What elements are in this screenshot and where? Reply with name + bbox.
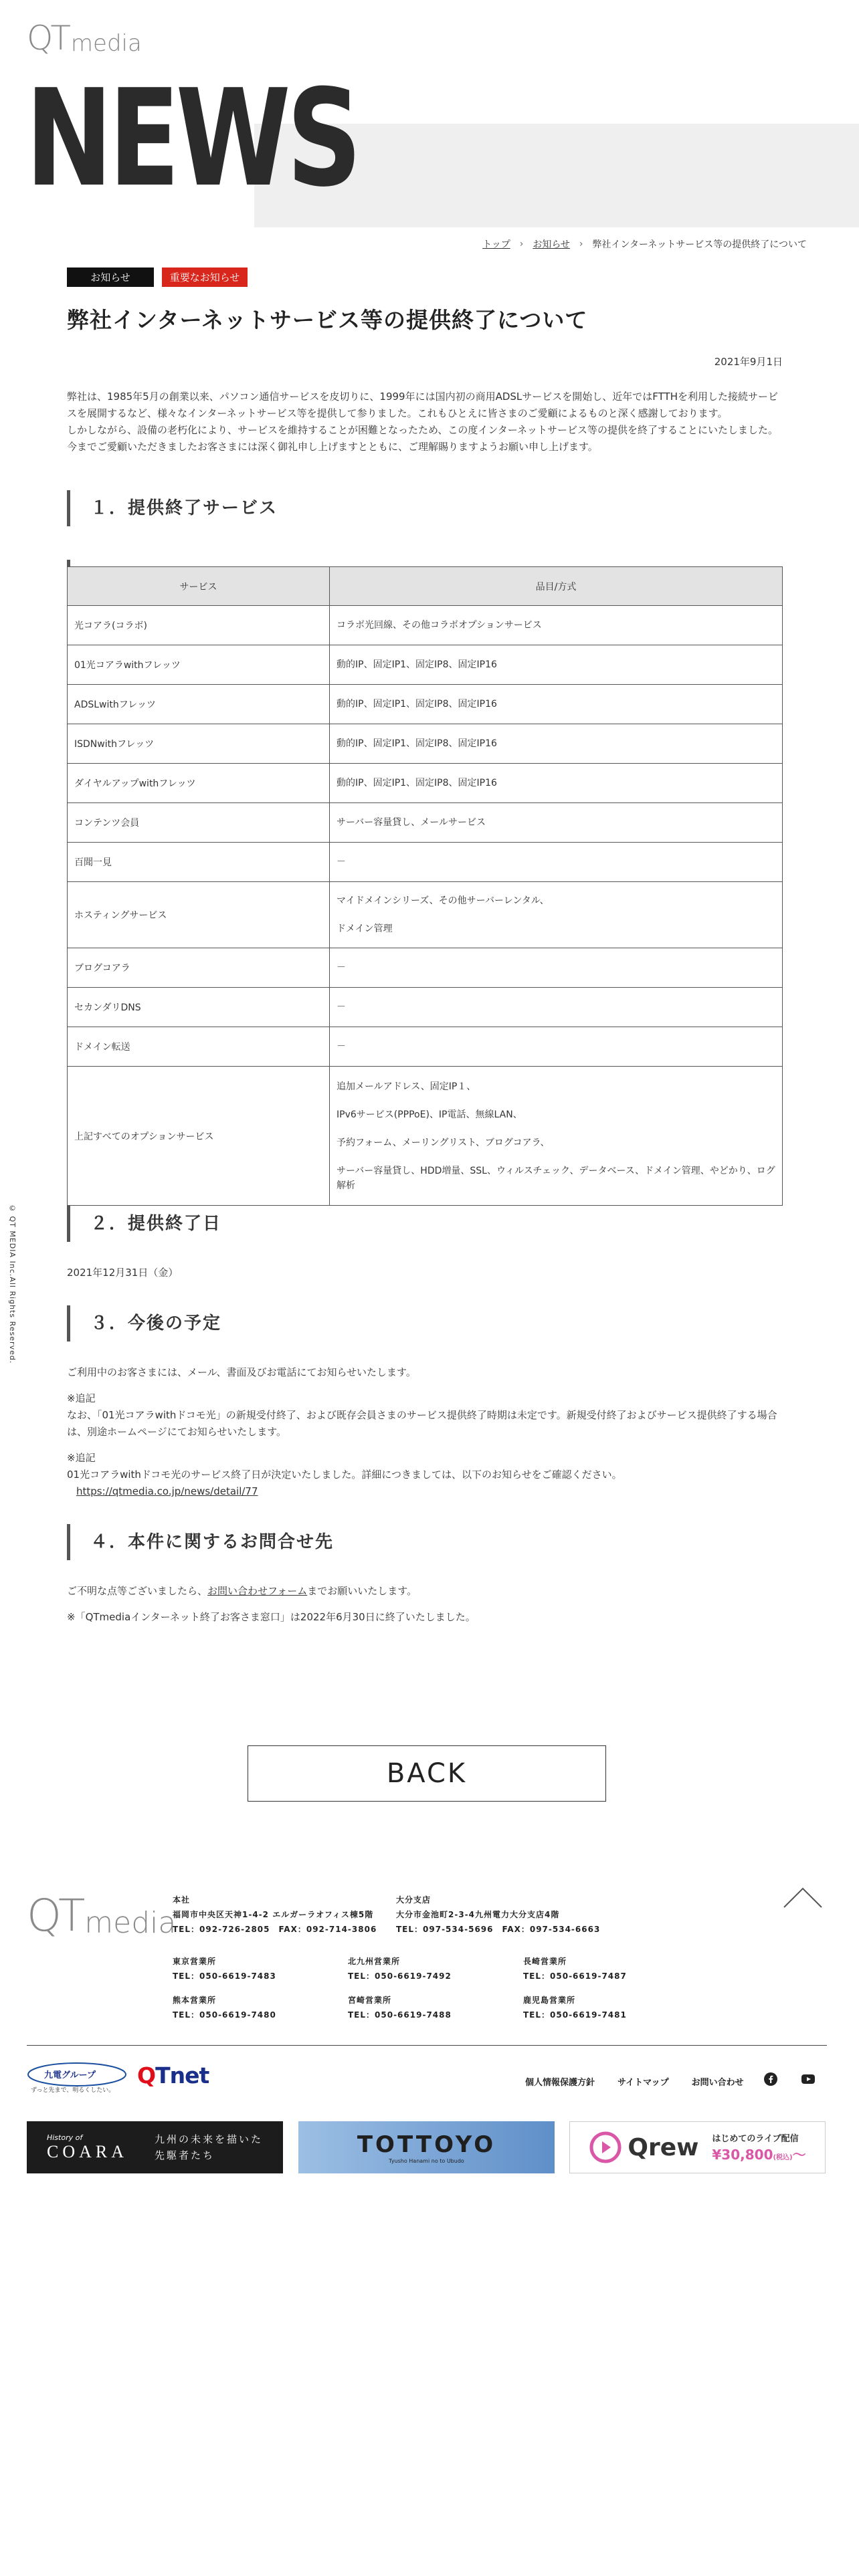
breadcrumb-news[interactable]: お知らせ [533, 239, 570, 250]
cell-service: ADSLwithフレッツ [68, 685, 330, 724]
plan-body: ご利用中のお客さまには、メール、書面及びお電話にてお知らせいたします。 [67, 1366, 416, 1378]
footer-links [525, 2075, 744, 2088]
section-heading-1: １．提供終了サービス [67, 490, 783, 526]
facebook-icon[interactable] [763, 2072, 778, 2086]
page-top-icon[interactable] [783, 1886, 823, 1909]
service-table-wrap [67, 566, 783, 1206]
table-row [68, 764, 783, 803]
table-row [68, 724, 783, 764]
note-text: 01光コアラwithドコモ光のサービス終了日が決定いたしました。詳細につきましては、以下のお知らせをご確認ください。 [67, 1469, 622, 1481]
tag-important[interactable]: 重要なお知らせ [162, 267, 248, 287]
table-row [68, 685, 783, 724]
back-button[interactable]: BACK [248, 1745, 606, 1802]
office-kitakyushu: 北九州営業所 TEL：050-6619-7492 [348, 1957, 452, 1981]
cell-service: 光コアラ(コラボ) [68, 606, 330, 645]
banner-tottoyo[interactable]: TOTTOYO Tyusho Hanami no to Ubudo [298, 2121, 555, 2173]
table-header-items: 品目/方式 [330, 567, 783, 606]
qtnet-logo[interactable]: QTnet [137, 2062, 209, 2088]
office-kagoshima: 鹿児島営業所 TEL：050-6619-7481 [523, 1996, 627, 2020]
contact-note: ※「QTmediaインターネット終了お客さま窓口」は2022年6月30日に終了いたしました。 [67, 1611, 476, 1623]
cell-service: セカンダリDNS [68, 988, 330, 1027]
table-row [68, 1027, 783, 1067]
sitemap-link[interactable]: サイトマップ [617, 2078, 669, 2088]
end-date: 2021年12月31日（金） [67, 1267, 179, 1279]
office-hq: 本社 福岡市中央区天神1-4-2 エルガーラオフィス棟5階 TEL：092-726-2805 FAX：092-714-3806 [173, 1895, 377, 1934]
banner-coara[interactable]: History of COARA 九州の未来を描いた 先駆者たち [27, 2121, 283, 2173]
footer-logo-media: media [84, 1906, 177, 1940]
office-kumamoto: 熊本営業所 TEL：050-6619-7480 [173, 1996, 276, 2020]
cell-service: ドメイン転送 [68, 1027, 330, 1067]
cell-service: ダイヤルアップwithフレッツ [68, 764, 330, 803]
contact-link[interactable]: お問い合わせ [691, 2078, 744, 2088]
breadcrumb [482, 237, 807, 251]
youtube-icon[interactable] [801, 2072, 816, 2086]
site-logo[interactable] [27, 19, 142, 58]
cell-items: － [330, 1027, 783, 1067]
cell-service: 01光コアラwithフレッツ [68, 645, 330, 685]
table-header-service: サービス [68, 567, 330, 606]
cell-service: 百聞一見 [68, 843, 330, 882]
office-miyazaki: 宮崎営業所 TEL：050-6619-7488 [348, 1996, 452, 2020]
article-date: 2021年9月1日 [714, 356, 783, 368]
cell-items: コラボ光回線、その他コラボオプションサービス [330, 606, 783, 645]
lead-paragraph: しかしながら、設備の老朽化により、サービスを維持することが困難となったため、この度インターネットサービス等の提供を終了することにいたしました。 [67, 424, 779, 436]
chevron-right-icon: › [519, 239, 524, 249]
cell-service: コンテンツ会員 [68, 803, 330, 843]
article-lead [67, 389, 783, 455]
kyuden-tagline: ずっと先まで、明るくしたい。 [31, 2086, 115, 2093]
cell-service: ホスティングサービス [68, 882, 330, 948]
copyright: © QT MEDIA Inc.All Rights Reserved. [8, 1204, 17, 1364]
privacy-link[interactable]: 個人情報保護方針 [525, 2078, 595, 2088]
chevron-right-icon: › [579, 239, 583, 249]
page-title: NEWS [25, 61, 358, 217]
office-oita: 大分支店 大分市金池町2-3-4九州電力大分支店4階 TEL：097-534-5696 FAX：097-534-6663 [396, 1895, 601, 1934]
section-heading-4: ４．本件に関するお問合せ先 [67, 1524, 783, 1560]
contact-body: ご不明な点等ございましたら、お問い合わせフォームまでお願いいたします。 [67, 1585, 417, 1597]
note-label: ※追記 [67, 1392, 96, 1404]
note-text: なお、「01光コアラwithドコモ光」の新規受付終了、および既存会員さまのサービス提供終了時期は未定です。新規受付終了およびサービス提供終了する場合は、別途ホームページにてお知らせいたします。 [67, 1409, 777, 1438]
table-row [68, 948, 783, 988]
footer-logo[interactable] [27, 1890, 177, 1941]
office-nagasaki: 長崎営業所 TEL：050-6619-7487 [523, 1957, 627, 1981]
cell-service: 上記すべてのオプションサービス [68, 1067, 330, 1206]
section-heading-2: ２．提供終了日 [67, 1206, 783, 1242]
service-table [67, 566, 783, 1206]
table-row [68, 606, 783, 645]
cell-items: 動的IP、固定IP1、固定IP8、固定IP16 [330, 764, 783, 803]
cell-items: サーバー容量貸し、メールサービス [330, 803, 783, 843]
kyuden-group-logo[interactable] [27, 2060, 127, 2096]
tag-list [67, 267, 783, 287]
cell-service: ブログコアラ [68, 948, 330, 988]
cell-items: － [330, 988, 783, 1027]
logo-qt: QT [27, 19, 68, 58]
article [67, 267, 783, 1626]
table-row [68, 1067, 783, 1206]
footer-logo-qt: QT [27, 1890, 82, 1941]
footer-divider [27, 2045, 827, 2046]
section-heading-3: ３．今後の予定 [67, 1305, 783, 1341]
table-row [68, 843, 783, 882]
kyuden-name: 九電グループ [44, 2070, 96, 2080]
logo-media: media [70, 30, 142, 57]
contact-form-link[interactable]: お問い合わせフォーム [207, 1585, 308, 1597]
breadcrumb-top[interactable]: トップ [482, 239, 510, 250]
breadcrumb-current: 弊社インターネットサービス等の提供終了について [592, 239, 807, 250]
table-row [68, 882, 783, 948]
cell-service: ISDNwithフレッツ [68, 724, 330, 764]
tag-news[interactable]: お知らせ [67, 267, 154, 287]
lead-paragraph: 今までご愛顧いただきましたお客さまには深く御礼申し上げますとともに、ご理解賜りますようお願い申し上げます。 [67, 441, 598, 453]
cell-items: 動的IP、固定IP1、固定IP8、固定IP16 [330, 645, 783, 685]
detail-link[interactable]: https://qtmedia.co.jp/news/detail/77 [76, 1485, 258, 1497]
cell-items: マイドメインシリーズ、その他サーバーレンタル、 ドメイン管理 [330, 882, 783, 948]
cell-items: 動的IP、固定IP1、固定IP8、固定IP16 [330, 685, 783, 724]
table-row [68, 803, 783, 843]
cell-items: － [330, 948, 783, 988]
note-label: ※追記 [67, 1452, 96, 1464]
lead-paragraph: 弊社は、1985年5月の創業以来、パソコン通信サービスを皮切りに、1999年には国内初の商用ADSLサービスを開始し、近年ではFTTHを利用した接続サービスを展開するなど、様々なインターネットサービス等を提供して参りました。これもひとえに皆さまのご愛顧によるものと深く感謝しております。 [67, 391, 778, 419]
cell-items: － [330, 843, 783, 882]
table-row [68, 645, 783, 685]
office-tokyo: 東京営業所 TEL：050-6619-7483 [173, 1957, 276, 1981]
table-marker [67, 560, 70, 566]
table-row [68, 988, 783, 1027]
cell-items: 動的IP、固定IP1、固定IP8、固定IP16 [330, 724, 783, 764]
article-title: 弊社インターネットサービス等の提供終了について [67, 307, 588, 333]
banner-qrew[interactable]: Qrew はじめてのライブ配信 ¥30,800(税込)〜 [569, 2121, 826, 2173]
cell-items: 追加メールアドレス、固定IP１、 IPv6サービス(PPPoE)、IP電話、無線LAN、 予約フォーム、メーリングリスト、ブログコアラ、 サーバー容量貸し、HDD増量、SSL、ウィルスチェック、データベース、ドメイン管理、やどかり、ログ解析 [330, 1067, 783, 1206]
qrew-play-icon [589, 2131, 622, 2164]
